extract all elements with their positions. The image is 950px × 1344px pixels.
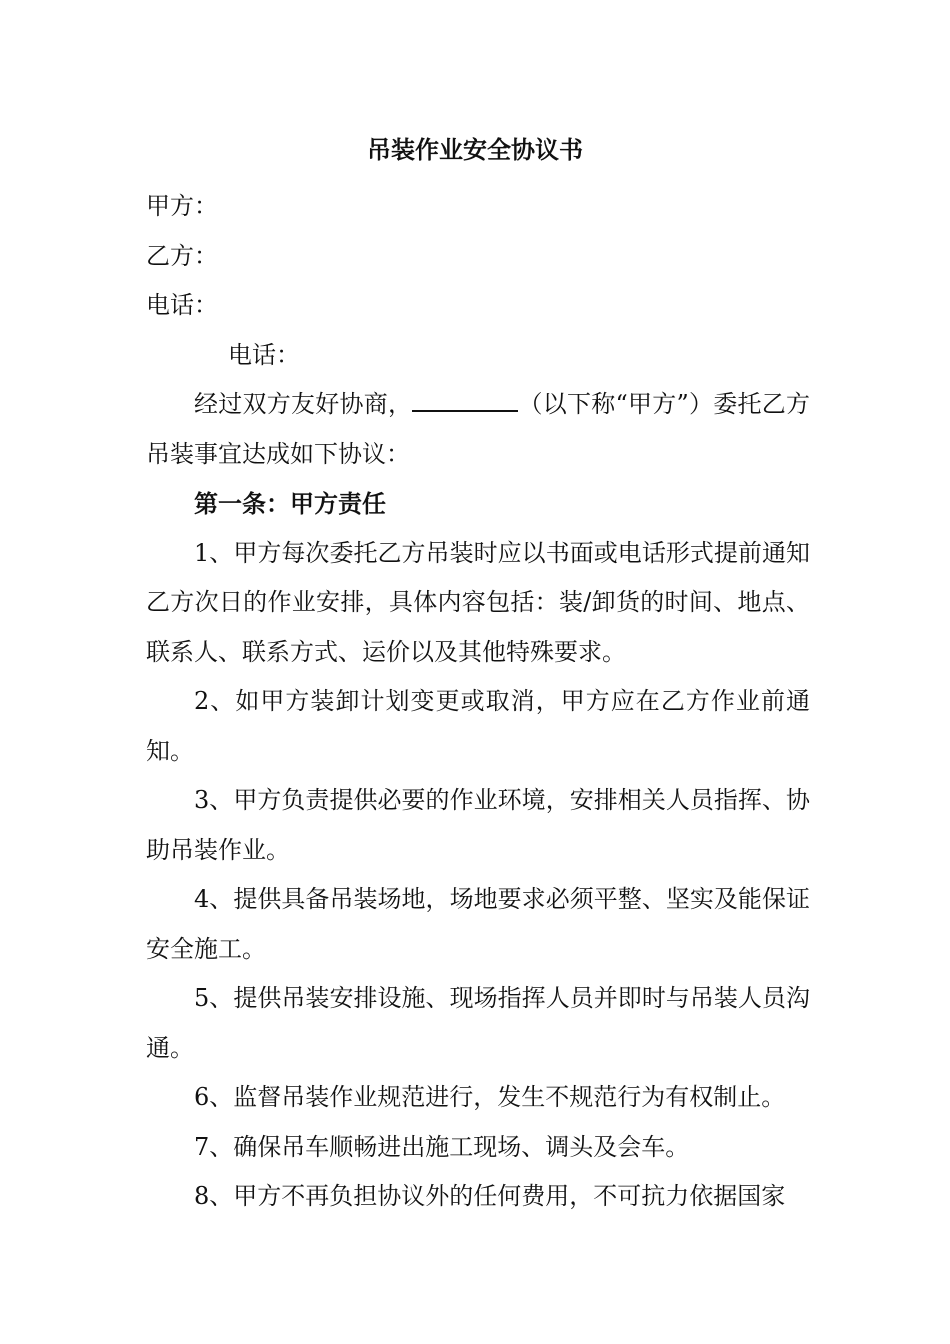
document-body <box>146 182 810 1222</box>
intro-text-after: （以下称“甲方”）委托乙方吊装事宜达成如下协议： <box>146 390 810 468</box>
clause-2: 2、如甲方装卸计划变更或取消，甲方应在乙方作业前通知。 <box>146 687 810 765</box>
party-a-name-blank <box>412 384 518 412</box>
intro-text-before: 经过双方友好协商， <box>194 390 413 418</box>
clause-1: 1、甲方每次委托乙方吊装时应以书面或电话形式提前通知乙方次日的作业安排，具体内容包括：装/卸货的时间、地点、联系人、联系方式、运价以及其他特殊要求。 <box>146 538 810 666</box>
clause-6: 6、监督吊装作业规范进行，发生不规范行为有权制止。 <box>194 1083 786 1111</box>
phone-label-2: 电话： <box>228 340 300 369</box>
clause-8: 8、甲方不再负担协议外的任何费用，不可抗力依据国家 <box>194 1182 786 1210</box>
phone-label-1: 电话： <box>146 291 218 319</box>
intro-paragraph <box>146 380 810 479</box>
party-b-label: 乙方： <box>146 241 218 270</box>
document-title: 吊装作业安全协议书 <box>367 135 583 164</box>
clause-3: 3、甲方负责提供必要的作业环境，安排相关人员指挥、协助吊装作业。 <box>146 786 810 864</box>
clause-5: 5、提供吊装安排设施、现场指挥人员并即时与吊装人员沟通。 <box>146 984 810 1062</box>
party-a-label: 甲方： <box>146 192 218 220</box>
clause-4: 4、提供具备吊装场地，场地要求必须平整、坚实及能保证安全施工。 <box>146 885 810 963</box>
clause-7: 7、确保吊车顺畅进出施工现场、调头及会车。 <box>194 1132 690 1161</box>
section-1-heading: 第一条：甲方责任 <box>194 489 386 518</box>
